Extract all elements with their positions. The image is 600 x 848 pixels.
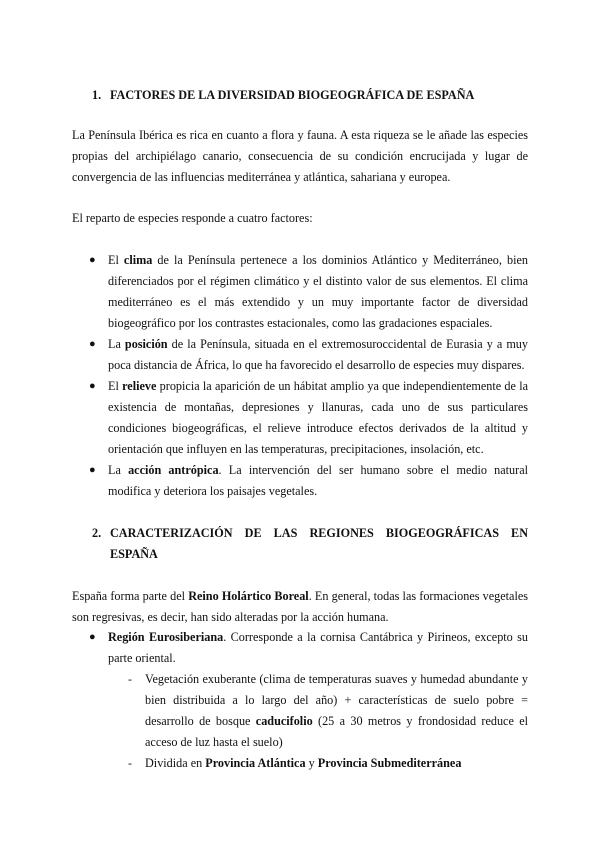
section-2-number: 2.	[92, 526, 102, 540]
bullet-item-relieve: El relieve propicia la aparición de un hábitat amplio ya que independientemente de la existencia de montañas, depresiones y llanuras, cada uno de sus particulares condiciones biogeográficas, el relieve introduce efectos derivados de la altitud y orientación que influyen en las temperaturas, precipitaciones, insolación, etc.	[108, 379, 528, 456]
section-2-title: CARACTERIZACIÓN DE LAS REGIONES BIOGEOGRÁFICAS EN ESPAÑA	[110, 526, 528, 561]
bullet-item-posicion: La posición de la Península, situada en el extremosuroccidental de Eurasia y a muy poca distancia de África, lo que ha favorecido el desarrollo de especies muy dispares.	[108, 337, 528, 372]
dash-icon: -	[128, 756, 132, 770]
bullet-item-accion-antropica: La acción antrópica. La intervención del ser humano sobre el medio natural modifica y deteriora los paisajes vegetales.	[108, 463, 528, 498]
subitem-vegetacion: Vegetación exuberante (clima de temperaturas suaves y humedad abundante y bien distribuida a lo largo del año) + características de suelo pobre = desarrollo de bosque caducifolio (25 a 30 metros y frondosidad reduce el acceso de luz hasta el suelo)	[145, 672, 528, 749]
dash-icon: -	[128, 672, 132, 686]
bullet-icon: ●	[89, 338, 96, 350]
section-1-lead: El reparto de especies responde a cuatro factores:	[72, 211, 313, 225]
bullet-icon: ●	[89, 631, 96, 643]
section-1-title: FACTORES DE LA DIVERSIDAD BIOGEOGRÁFICA DE ESPAÑA	[110, 88, 475, 102]
subitem-provincias: Dividida en Provincia Atlántica y Provincia Submediterránea	[145, 756, 462, 770]
region-eurosiberiana: Región Eurosiberiana. Corresponde a la cornisa Cantábrica y Pirineos, excepto su parte oriental.	[108, 630, 528, 665]
bullet-icon: ●	[89, 254, 96, 266]
bullet-icon: ●	[89, 380, 96, 392]
section-1-intro: La Península Ibérica es rica en cuanto a flora y fauna. A esta riqueza se le añade las especies propias del archipiélago canario, consecuencia de su condición encrucijada y lugar de convergencia de las influencias mediterránea y atlántica, sahariana y europea.	[72, 128, 528, 184]
section-2-intro: España forma parte del Reino Holártico Boreal. En general, todas las formaciones vegetales son regresivas, es decir, han sido alteradas por la acción humana.	[72, 589, 528, 624]
section-1-number: 1.	[92, 88, 102, 102]
bullet-item-clima: El clima de la Península pertenece a los dominios Atlántico y Mediterráneo, bien diferenciados por el régimen climático y el distinto valor de sus elementos. El clima mediterráneo es el más extendido y un muy importante factor de diversidad biogeográfico por los contrastes estacionales, como las gradaciones espaciales.	[108, 253, 528, 330]
bullet-icon: ●	[89, 464, 96, 476]
